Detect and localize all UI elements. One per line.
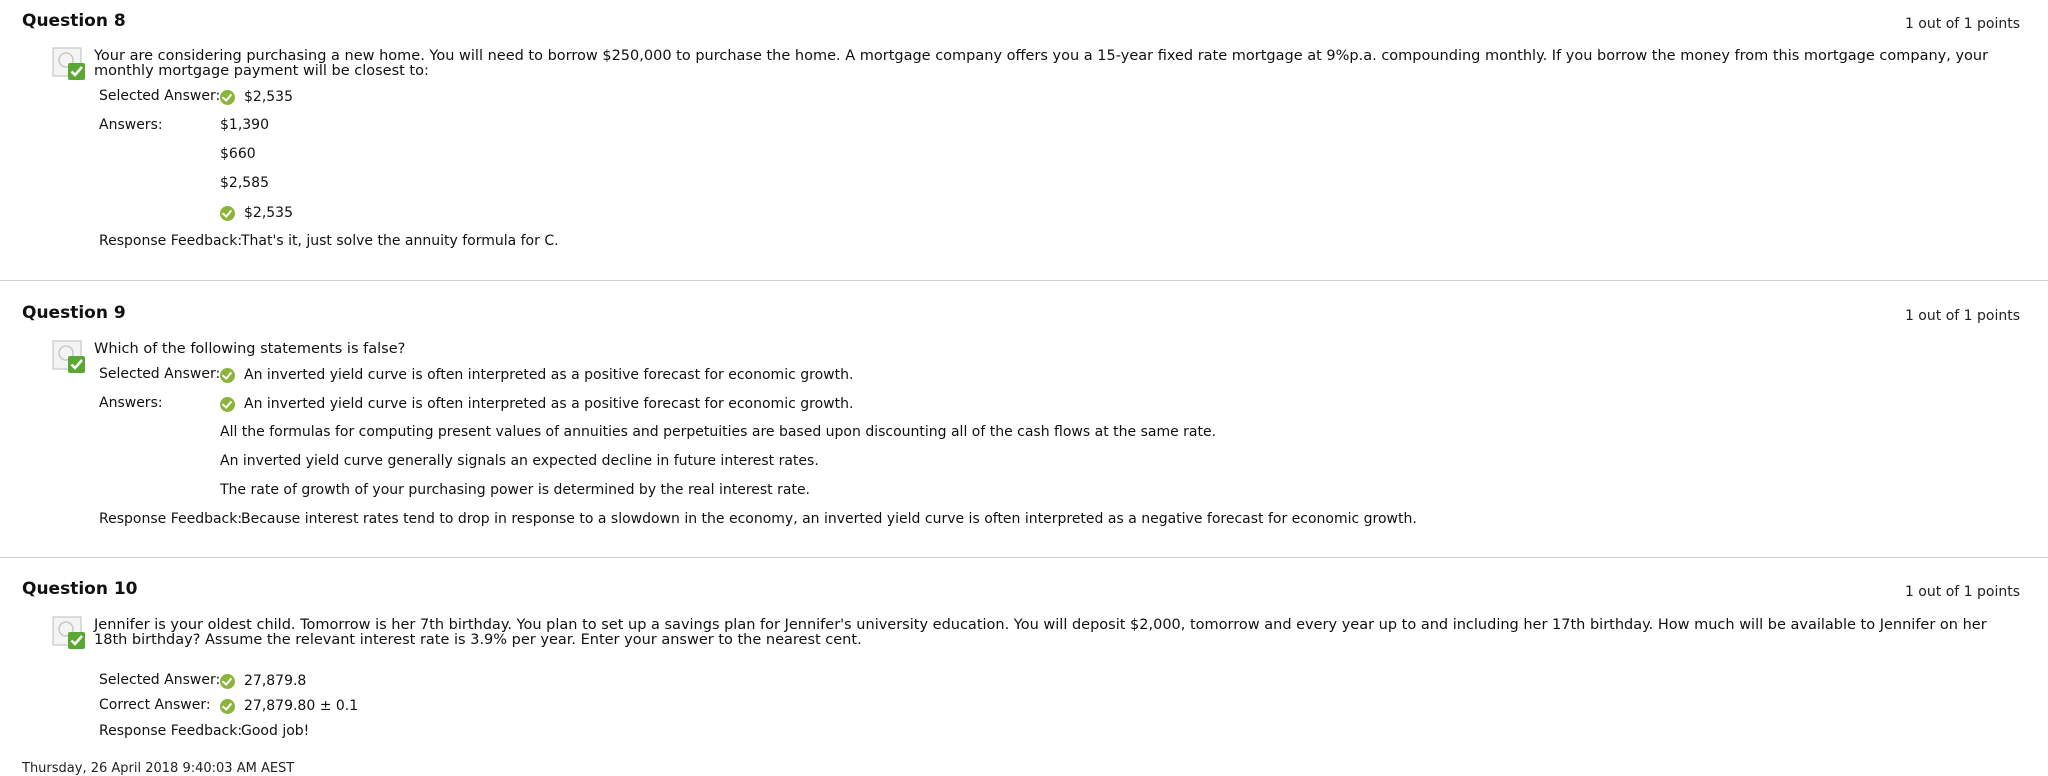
answer-option: The rate of growth of your purchasing power is determined by the real interest rate. — [220, 482, 811, 498]
question-points: 1 out of 1 points — [1904, 308, 2020, 324]
correct-answer-row — [0, 697, 2048, 719]
question-divider — [0, 557, 2048, 558]
selected-answer-value: 27,879.8 — [244, 672, 307, 689]
check-icon — [220, 674, 235, 689]
selected-answer-label: Selected Answer: — [99, 672, 221, 688]
feedback-label: Response Feedback: — [99, 511, 243, 527]
check-icon — [220, 699, 235, 714]
check-icon — [220, 206, 235, 221]
answers-label: Answers: — [99, 395, 163, 411]
question-points: 1 out of 1 points — [1904, 584, 2020, 600]
answer-row — [0, 175, 2048, 197]
question-text: Your are considering purchasing a new home. You will need to borrow $250,000 to purchase the home. A mortgage company offers you a 15-year fixed rate mortgage at 9%p.a. compounding monthly. If you borrow the money from this mortgage company, your monthly mortgage payment will be closest to: — [94, 48, 1989, 79]
answer-row — [0, 146, 2048, 168]
answer-row — [0, 204, 2048, 226]
answer-option: $660 — [220, 146, 256, 162]
feedback-label: Response Feedback: — [99, 723, 243, 739]
question-divider — [0, 280, 2048, 281]
question-title: Question 9 — [22, 303, 126, 323]
correct-answer-icon — [52, 47, 86, 81]
answer-option: All the formulas for computing present values of annuities and perpetuities are based upon discounting all of the cash flows at the same rate. — [220, 424, 1217, 440]
feedback-label: Response Feedback: — [99, 233, 243, 249]
answer-option: $2,585 — [220, 175, 269, 191]
feedback-text: Good job! — [241, 723, 310, 739]
submission-timestamp: Thursday, 26 April 2018 9:40:03 AM AEST — [22, 761, 295, 776]
selected-answer-label: Selected Answer: — [99, 366, 221, 382]
question-text: Which of the following statements is false? — [94, 341, 406, 357]
answer-row — [0, 395, 2048, 417]
answer-row — [0, 424, 2048, 446]
answer-option: An inverted yield curve is often interpreted as a positive forecast for economic growth. — [244, 395, 854, 412]
answers-label: Answers: — [99, 117, 163, 133]
question-text: Jennifer is your oldest child. Tomorrow is her 7th birthday. You plan to set up a savings plan for Jennifer's university education. You will deposit $2,000, tomorrow and every year up to and including her 17th birthday. How much will be available to Jennifer on her 18th birthday? Assume the relevant interest rate is 3.9% per year. Enter your answer to the nearest cent. — [94, 617, 1987, 648]
correct-answer-value: 27,879.80 ± 0.1 — [244, 697, 359, 714]
feedback-row — [0, 233, 2048, 255]
selected-answer-row — [0, 672, 2048, 694]
selected-answer-row — [0, 88, 2048, 110]
check-icon — [220, 368, 235, 383]
selected-answer-row — [0, 366, 2048, 388]
selected-answer-value: An inverted yield curve is often interpreted as a positive forecast for economic growth. — [244, 366, 854, 383]
feedback-text: Because interest rates tend to drop in response to a slowdown in the economy, an inverted yield curve is often interpreted as a negative forecast for economic growth. — [241, 511, 1417, 527]
question-points: 1 out of 1 points — [1904, 16, 2020, 32]
check-icon — [220, 397, 235, 412]
selected-answer-value: $2,535 — [244, 88, 293, 105]
answer-option: $2,535 — [244, 204, 293, 221]
feedback-row — [0, 511, 2048, 533]
answer-option: An inverted yield curve generally signals an expected decline in future interest rates. — [220, 453, 819, 469]
question-title: Question 8 — [22, 11, 126, 31]
feedback-row — [0, 723, 2048, 745]
selected-answer-label: Selected Answer: — [99, 88, 221, 104]
correct-answer-label: Correct Answer: — [99, 697, 211, 713]
answer-row — [0, 482, 2048, 504]
feedback-text: That's it, just solve the annuity formula for C. — [241, 233, 559, 249]
answer-option: $1,390 — [220, 117, 269, 133]
correct-answer-icon — [52, 616, 86, 650]
check-icon — [220, 90, 235, 105]
answer-row — [0, 117, 2048, 139]
question-title: Question 10 — [22, 579, 138, 599]
answer-row — [0, 453, 2048, 475]
